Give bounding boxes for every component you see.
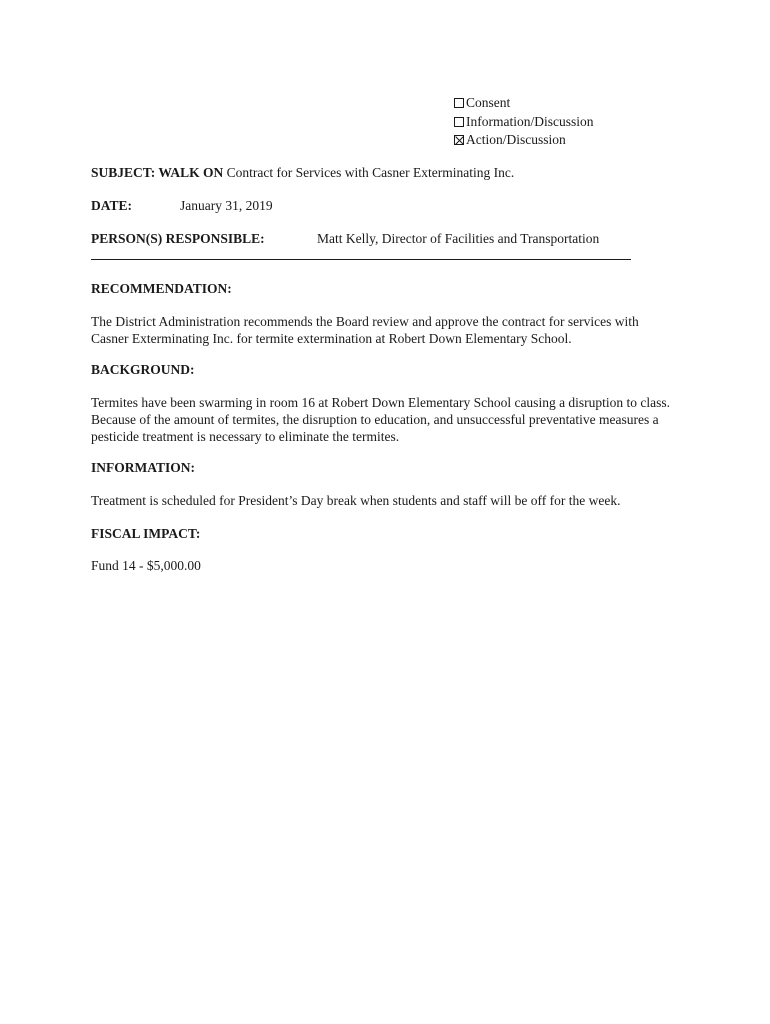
- date-value: January 31, 2019: [180, 198, 273, 213]
- background-heading: BACKGROUND:: [91, 362, 195, 377]
- checklist-item-consent: [454, 94, 594, 113]
- information-text: Treatment is scheduled for President’s Day break when students and staff will be off for the week.: [91, 493, 621, 508]
- checklist-label: Consent: [466, 95, 511, 110]
- unchecked-box-icon: [454, 117, 464, 127]
- checklist-item-information-discussion: [454, 113, 594, 132]
- persons-responsible-line: [91, 231, 600, 247]
- fiscal-impact-heading: FISCAL IMPACT:: [91, 526, 201, 541]
- fiscal-impact-text: Fund 14 - $5,000.00: [91, 558, 201, 573]
- recommendation-text: The District Administration recommends the Board review and approve the contract for services with Casner Exterminating Inc. for termite extermination at Robert Down Elementary School.: [91, 314, 639, 346]
- background-text: Termites have been swarming in room 16 at Robert Down Elementary School causing a disruption to class. Because of the amount of termites, the disruption to education, and unsuccessful preventative measures a pesticide treatment is necessary to eliminate the termites.: [91, 395, 671, 444]
- recommendation-heading: RECOMMENDATION:: [91, 281, 232, 296]
- checked-box-icon: [454, 135, 464, 145]
- unchecked-box-icon: [454, 98, 464, 108]
- header-divider: [91, 259, 631, 260]
- subject-line: [91, 165, 514, 181]
- subject-text: Contract for Services with Casner Exterminating Inc.: [223, 165, 515, 180]
- checklist-label: Information/Discussion: [466, 113, 594, 129]
- checklist-label: Action/Discussion: [466, 132, 566, 147]
- agenda-type-checklist: [454, 94, 594, 150]
- date-line: [91, 198, 273, 214]
- date-label: DATE:: [91, 198, 133, 213]
- subject-label: SUBJECT: WALK ON: [91, 165, 224, 180]
- persons-value: Matt Kelly, Director of Facilities and Transportation: [317, 231, 600, 246]
- checklist-item-action-discussion: [454, 131, 594, 150]
- information-heading: INFORMATION:: [91, 460, 195, 475]
- persons-label: PERSON(S) RESPONSIBLE:: [91, 231, 265, 246]
